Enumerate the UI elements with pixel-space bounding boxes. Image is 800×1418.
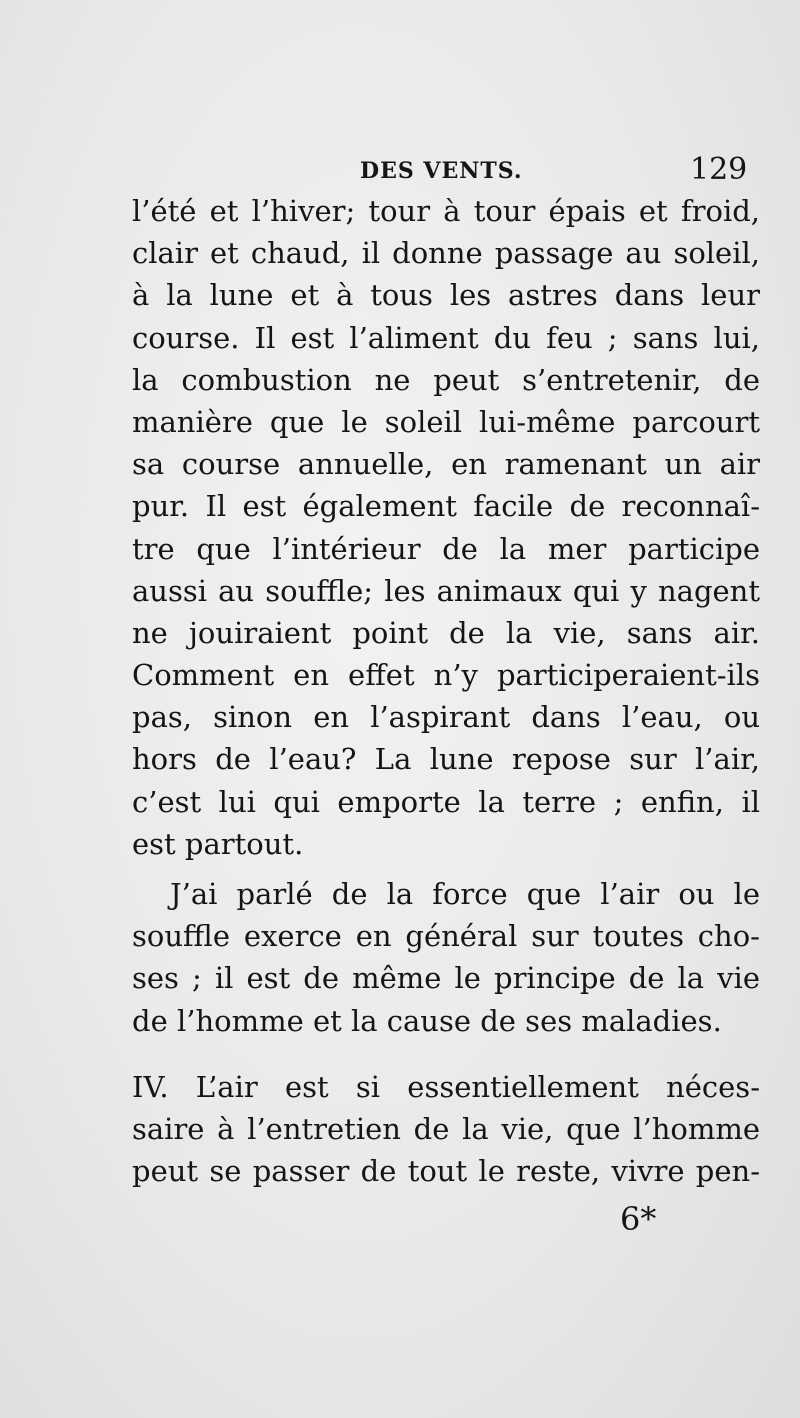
- text-line: tre que l’intérieur de la mer participe: [132, 531, 760, 566]
- text-line: aussi au souffle; les animaux qui y nagent: [132, 573, 760, 608]
- text-line: pas, sinon en l’aspirant dans l’eau, ou: [132, 700, 760, 735]
- paragraph-1: [132, 190, 760, 865]
- page-number: 129: [690, 152, 748, 187]
- text-line: saire à l’entretien de la vie, que l’homme: [132, 1111, 760, 1146]
- text-line: est partout.: [132, 826, 304, 861]
- text-line: IV. L’air est si essentiellement néces-: [132, 1069, 760, 1104]
- text-line: sa course annuelle, en ramenant un air: [132, 447, 760, 482]
- text-line: clair et chaud, il donne passage au soleil,: [132, 236, 760, 271]
- text-line: de l’homme et la cause de ses maladies.: [132, 1003, 722, 1038]
- text-line: c’est lui qui emporte la terre ; enfin, il: [132, 784, 760, 819]
- text-line: à la lune et à tous les astres dans leur: [132, 278, 760, 313]
- paragraph-3: [132, 1066, 760, 1193]
- text-line: souffle exerce en général sur toutes cho-: [132, 919, 760, 954]
- text-line: pur. Il est également facile de reconnaî-: [132, 489, 760, 524]
- text-line: ne jouiraient point de la vie, sans air.: [132, 615, 760, 650]
- text-line: la combustion ne peut s’entretenir, de: [132, 362, 760, 397]
- text-line: ses ; il est de même le principe de la vie: [132, 961, 760, 996]
- signature-mark: 6*: [620, 1200, 657, 1238]
- text-line: course. Il est l’aliment du feu ; sans lui,: [132, 320, 760, 355]
- text-line: manière que le soleil lui-même parcourt: [132, 404, 760, 439]
- paragraph-2: [132, 873, 760, 1042]
- body-text: [132, 190, 760, 1192]
- running-head: DES VENTS.: [360, 158, 523, 184]
- page-header: [0, 150, 800, 190]
- text-line: J’ai parlé de la force que l’air ou le: [170, 877, 760, 911]
- text-line: Comment en effet n’y participeraient-ils: [132, 658, 760, 693]
- text-line: hors de l’eau? La lune repose sur l’air,: [132, 742, 760, 777]
- text-line: l’été et l’hiver; tour à tour épais et froid,: [132, 194, 760, 228]
- text-line: peut se passer de tout le reste, vivre pen-: [132, 1154, 760, 1189]
